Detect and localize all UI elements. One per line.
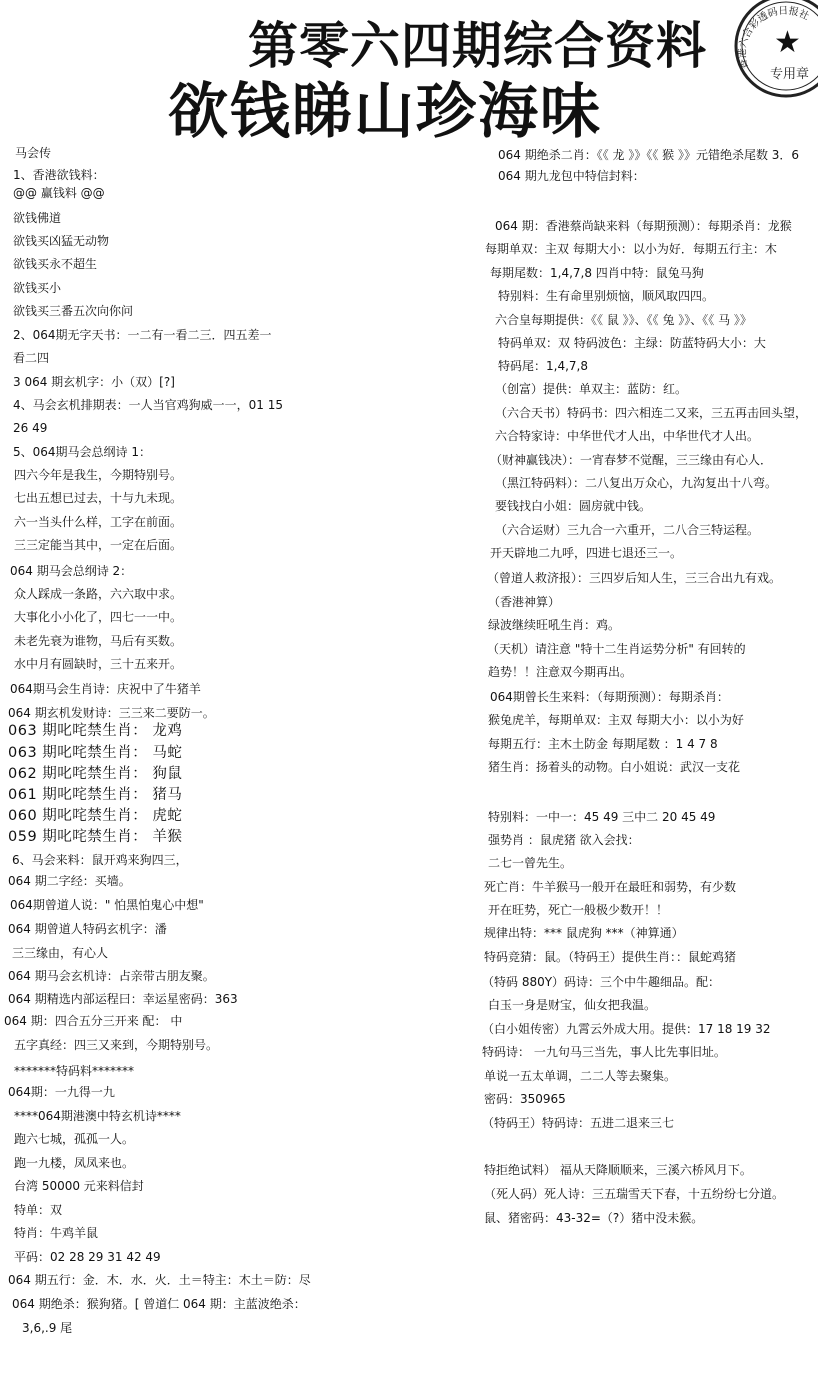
left-text-line: 064 期精选内部运程曰：幸运星密码：363 [8, 992, 238, 1006]
right-text-line: 064 期：香港蔡尚缺来料（每期预测）：每期杀肖：龙猴 [495, 219, 792, 233]
left-text-line: 三三定能当其中，一定在后面。 [14, 538, 183, 552]
left-text-line: 064 期绝杀：猴狗猪。[ 曾道仁 064 期：主蓝波绝杀： [12, 1297, 306, 1311]
right-text-line: 强势肖 ：鼠虎猪 欲入会找： [488, 833, 640, 847]
star-icon: ★ [774, 25, 801, 60]
left-text-line: 5、064期马会总纲诗 1： [13, 445, 151, 459]
right-text-line: （曾道人救济报）：三四岁后知人生，三三合出九有戏。 [487, 571, 782, 585]
left-text-line: 欲钱买小 [13, 281, 62, 295]
right-text-line: 每期五行：主木土防金 每期尾数 ：1 4 7 8 [488, 737, 718, 751]
right-text-line: 二七一曾先生。 [488, 856, 573, 870]
left-text-line: 水中月有圆缺时，三十五来开。 [14, 657, 183, 671]
left-text-line: 6、马会来料：鼠开鸡来狗四三， [12, 853, 188, 867]
left-text-line: 064 期：四合五分三开来 配： 中 [4, 1014, 183, 1028]
right-text-line: 开在旺势，死亡一般极少数开！！ [488, 903, 669, 917]
left-text-line: 062 期叱咤禁生肖： 狗鼠 [8, 766, 183, 782]
right-text-line: 特别料：一中一：45 49 三中二 20 45 49 [488, 810, 716, 824]
left-text-line: 3 064 期玄机字：小（双）[?] [13, 375, 175, 389]
right-text-line: 064 期九龙包中特信封料： [498, 169, 645, 183]
right-text-line: 趋势！！注意双今期再出。 [488, 665, 633, 679]
right-text-line: （黑江特码料）：二八复出万众心，九沟复出十八弯。 [495, 476, 778, 490]
left-text-line: 064 期马会玄机诗：占亲带古朋友聚。 [8, 969, 215, 983]
right-text-line: 特码诗： 一九句马三当先，事人比先事旧址。 [482, 1045, 726, 1059]
seal-stamp [730, 0, 818, 123]
left-text-line: 众人踩成一条路，六六取中求。 [14, 587, 183, 601]
left-text-line: 看二四 [13, 351, 50, 365]
stamp-ring-text: 香港六合彩透码日报社 [737, 5, 811, 71]
left-text-line: 059 期叱咤禁生肖： 羊猴 [8, 829, 183, 845]
left-text-line: @@ 赢钱料 @@ [13, 186, 105, 200]
page-title-main: 欲钱睇山珍海味 [168, 77, 602, 147]
right-text-line: 每期尾数：1,4,7,8 四肖中特：鼠兔马狗 [490, 266, 704, 280]
left-text-line: 063 期叱咤禁生肖： 龙鸡 [8, 723, 183, 739]
left-text-line: 平码：02 28 29 31 42 49 [14, 1250, 161, 1264]
left-text-line: ****064期港澳中特玄机诗**** [14, 1109, 181, 1123]
right-text-line: 特码竞猜：鼠。（特码王）提供生肖：：鼠蛇鸡猪 [484, 950, 737, 964]
left-text-line: 1、香港欲钱料： [13, 168, 105, 182]
right-text-line: （香港神算） [488, 595, 561, 609]
right-text-line: 六合皇每期提供：《《 鼠 》》、《《 兔 》》、《《 马 》》 [495, 313, 752, 327]
left-text-line: 063 期叱咤禁生肖： 马蛇 [8, 745, 183, 761]
right-text-line: 死亡肖：牛羊猴马一般开在最旺和弱势，有少数 [484, 880, 737, 894]
right-text-line: 单说一五太单调，二二人等去聚集。 [484, 1069, 677, 1083]
right-text-line: （死人码）死人诗：三五瑞雪天下春，十五纷纷七分道。 [484, 1187, 785, 1201]
right-text-line: 密码：350965 [484, 1092, 566, 1106]
right-text-line: 064 期绝杀二肖：《《 龙 》》《《 猴 》》元错绝杀尾数 3．6 [498, 148, 800, 162]
left-text-line: 064 期二字经：买墙。 [8, 874, 131, 888]
right-text-line: （特码 880Y）码诗：三个中牛趣细品。配： [482, 975, 721, 989]
left-text-line: 台湾 50000 元来料信封 [14, 1179, 144, 1193]
left-text-line: 欲钱买三番五次向你问 [13, 304, 134, 318]
stamp-label: 专用章 [770, 67, 810, 82]
left-text-line: 欲钱买永不超生 [13, 257, 98, 271]
left-text-line: 064 期玄机发财诗：三三来二要防一。 [8, 706, 215, 720]
left-text-line: 064 期五行：金．木．水．火．土＝特主：木土＝防：尽 [8, 1273, 311, 1287]
left-text-line: 064期马会生肖诗：庆祝中了牛猪羊 [10, 682, 201, 696]
left-text-line: 七出五想已过去，十与九未现。 [14, 491, 183, 505]
right-text-line: 鼠、猪密码：43-32=（?）猪中没未猴。 [484, 1211, 704, 1225]
left-text-line: 064期：一九得一九 [8, 1085, 115, 1099]
right-text-line: 规律出特：*** 鼠虎狗 ***（神算通） [484, 926, 684, 940]
left-text-line: 2、064期无字天书：一二有一看二三．四五差一 [13, 328, 272, 342]
right-text-line: （六合天书）特码书：四六相连二又来，三五再击回头望， [495, 406, 808, 420]
page-title-top: 第零六四期综合资料 [248, 17, 707, 75]
left-text-line: 五字真经：四三又来到，今期特别号。 [14, 1038, 219, 1052]
right-text-line: 特别料：生有命里别烦恼，顺风取四四。 [498, 289, 715, 303]
left-text-line: 马会传 [15, 146, 52, 160]
left-text-line: 六一当头什么样，工字在前面。 [14, 515, 183, 529]
right-text-line: （财神赢钱决）：一宵春梦不觉醒，三三缘由有心人． [490, 453, 773, 467]
left-text-line: 064 期曾道人特码玄机字：潘 [8, 922, 167, 936]
right-text-line: 每期单双：主双 每期大小：以小为好．每期五行主：木 [485, 242, 777, 256]
left-text-line: 26 49 [13, 421, 48, 435]
left-text-line: 未老先衰为谁物，马后有买数。 [14, 634, 183, 648]
right-text-line: 猪生肖：扬着头的动物。白小姐说：武汉一支花 [488, 760, 741, 774]
right-text-line: 特码尾：1,4,7,8 [498, 359, 588, 373]
left-text-line: 特单：双 [14, 1203, 63, 1217]
right-text-line: 六合特家诗：中华世代才人出，中华世代才人出。 [495, 429, 760, 443]
left-text-line: 欲钱佛道 [13, 211, 62, 225]
left-text-line: *******特码料******* [14, 1064, 135, 1078]
right-text-line: 白玉一身是财宝，仙女把我温。 [488, 998, 657, 1012]
right-text-line: 绿波继续旺吼生肖：鸡。 [488, 618, 621, 632]
right-text-line: 开天辟地二九呼，四进七退还三一。 [490, 546, 683, 560]
left-text-line: 064 期马会总纲诗 2： [10, 564, 133, 578]
left-text-line: 064期曾道人说：" 怕黑怕鬼心中想" [10, 898, 204, 912]
left-text-line: 大事化小小化了，四七一一中。 [14, 610, 183, 624]
right-text-line: （白小姐传密）九霄云外成大用。提供：17 18 19 32 [482, 1022, 771, 1036]
right-text-line: 特码单双：双 特码波色：主绿：防蓝特码大小：大 [498, 336, 766, 350]
right-text-line: 特拒绝试料） 福从天降顺顺来，三溪六桥风月下。 [484, 1163, 752, 1177]
left-text-line: 四六今年是我生，今期特别号。 [14, 468, 183, 482]
left-text-line: 跑六七城，孤孤一人。 [14, 1132, 135, 1146]
right-text-line: （六合运财）三九合一六重开，二八合三特运程。 [495, 523, 760, 537]
left-text-line: 跑一九楼，凤凤来也。 [14, 1156, 135, 1170]
left-text-line: 3,6,.9 尾 [22, 1321, 73, 1335]
left-text-line: 061 期叱咤禁生肖： 猪马 [8, 787, 183, 803]
left-text-line: 特肖：牛鸡羊鼠 [14, 1226, 99, 1240]
right-text-line: 要钱找白小姐：圆房就中钱。 [495, 499, 652, 513]
left-text-line: 三三缘由，有心人 [12, 946, 109, 960]
right-text-line: （天机）请注意 "特十二生肖运势分析" 有回转的 [487, 642, 746, 656]
left-text-line: 4、马会玄机排期表：一人当官鸡狗威一一，01 15 [13, 398, 283, 412]
right-text-line: （创富）提供：单双主：蓝防：红。 [495, 382, 688, 396]
left-text-line: 060 期叱咤禁生肖： 虎蛇 [8, 808, 183, 824]
right-text-line: （特码王）特码诗：五进二退来三七 [482, 1116, 675, 1130]
right-text-line: 猴兔虎羊，每期单双：主双 每期大小：以小为好 [488, 713, 744, 727]
right-text-line: 064期曾长生来料：（每期预测）：每期杀肖： [490, 690, 729, 704]
left-text-line: 欲钱买凶猛无动物 [13, 234, 110, 248]
